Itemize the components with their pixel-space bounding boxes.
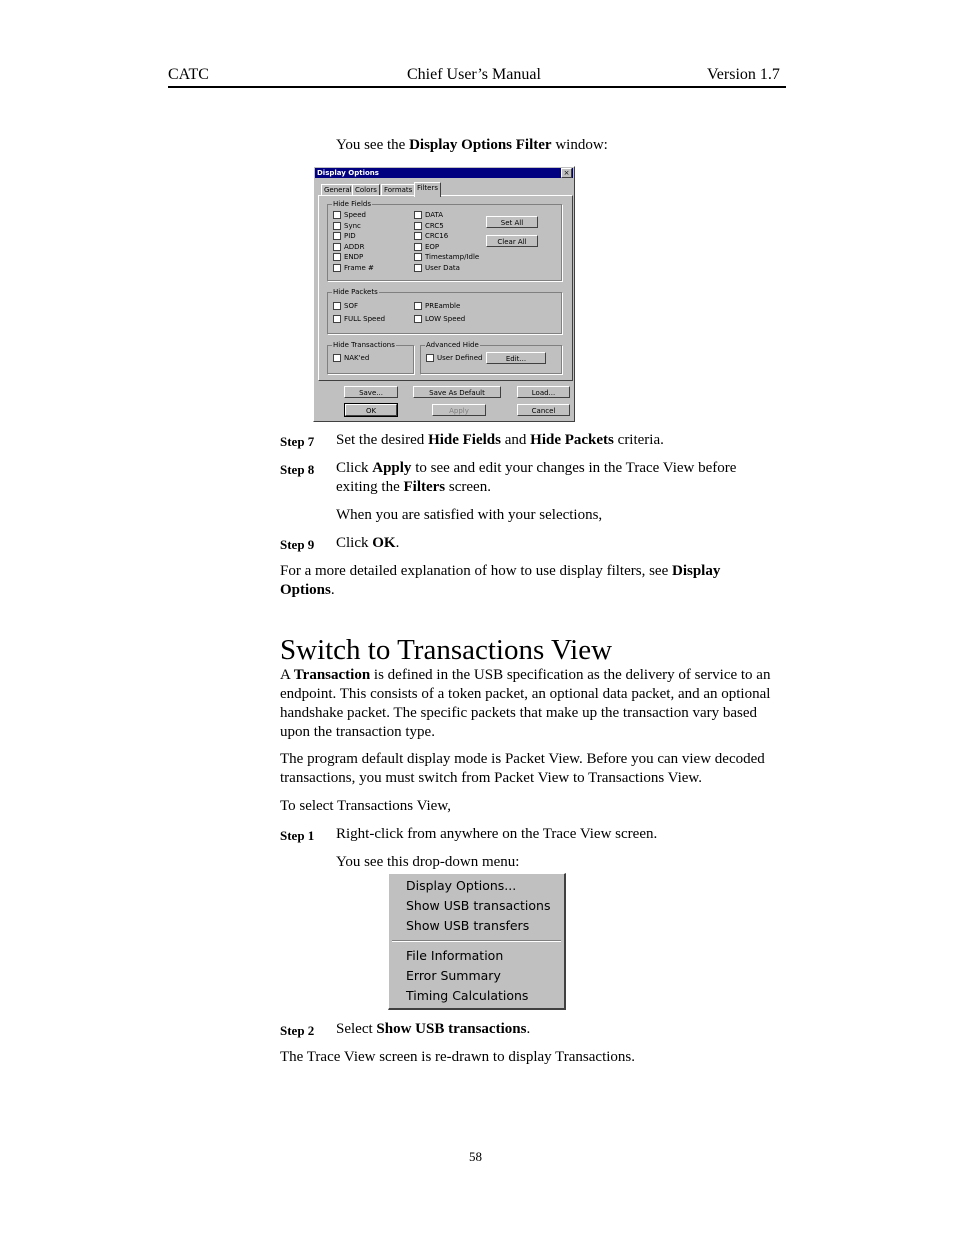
- checkbox-user-defined[interactable]: User Defined: [426, 354, 482, 363]
- ok-button[interactable]: OK: [345, 404, 397, 416]
- checkbox-crc16[interactable]: CRC16: [414, 232, 448, 241]
- checkbox-sync[interactable]: Sync: [333, 222, 361, 231]
- cancel-button[interactable]: Cancel: [517, 404, 570, 416]
- display-options-dialog: [313, 166, 575, 422]
- hide-transactions-label: Hide Transactions: [333, 341, 395, 349]
- step8-label: Step 8: [280, 462, 315, 477]
- header-center: Chief User’s Manual: [407, 66, 541, 83]
- header-right: Version 1.7: [707, 66, 780, 83]
- save-as-default-button[interactable]: Save As Default: [413, 386, 501, 398]
- checkbox-frame[interactable]: Frame #: [333, 264, 374, 273]
- checkbox-crc5[interactable]: CRC5: [414, 222, 444, 231]
- checkbox-user-data[interactable]: User Data: [414, 264, 460, 273]
- step1-label: Step 1: [280, 828, 315, 843]
- checkbox-eop[interactable]: EOP: [414, 243, 439, 252]
- checkbox-preamble[interactable]: PREamble: [414, 302, 460, 311]
- more-info-text: For a more detailed explanation of how to use display filters, see Display Options.: [280, 563, 721, 598]
- header-rule: [168, 86, 786, 88]
- tab-formats[interactable]: Formats: [381, 184, 415, 196]
- checkbox-low-speed[interactable]: LOW Speed: [414, 315, 465, 324]
- checkbox-speed[interactable]: Speed: [333, 211, 366, 220]
- checkbox-pid[interactable]: PID: [333, 232, 356, 241]
- page-number: 58: [469, 1149, 482, 1164]
- tab-filters[interactable]: Filters: [414, 182, 441, 197]
- hide-fields-group: [327, 200, 562, 281]
- hide-packets-group: [327, 288, 562, 334]
- tab-general[interactable]: General: [321, 184, 355, 196]
- save-button[interactable]: Save...: [344, 386, 398, 398]
- step7-label: Step 7: [280, 434, 315, 449]
- menu-item-timing-calculations[interactable]: Timing Calculations: [406, 988, 529, 1003]
- checkbox-sof[interactable]: SOF: [333, 302, 358, 311]
- filters-panel: [318, 195, 573, 381]
- default-mode-paragraph: The program default display mode is Packet View. Before you can view decoded transactions, you must switch from Packet View to Transactions View.: [280, 751, 765, 786]
- checkbox-timestamp-idle[interactable]: Timestamp/Idle: [414, 253, 479, 262]
- final-text: The Trace View screen is re-drawn to display Transactions.: [280, 1049, 636, 1065]
- menu-separator: [392, 940, 561, 942]
- advanced-hide-label: Advanced Hide: [426, 341, 479, 349]
- select-view-text: To select Transactions View,: [280, 798, 451, 814]
- transaction-paragraph: A Transaction is defined in the USB specification as the delivery of service to an endpoint. This consists of a token packet, an optional data packet, and an optional handshake packet. The specific packets that make up the transaction vary based upon the transaction type.: [280, 667, 771, 740]
- checkbox-addr[interactable]: ADDR: [333, 243, 364, 252]
- context-menu: [388, 873, 566, 1010]
- set-all-button[interactable]: Set All: [486, 216, 538, 228]
- dialog-title-bar: Display Options: [315, 168, 573, 178]
- header-left: CATC: [168, 66, 209, 83]
- menu-item-display-options[interactable]: Display Options...: [406, 878, 517, 893]
- load-button[interactable]: Load...: [517, 386, 570, 398]
- menu-item-error-summary[interactable]: Error Summary: [406, 968, 501, 983]
- menu-item-show-usb-transactions[interactable]: Show USB transactions: [406, 898, 551, 913]
- hide-fields-label: Hide Fields: [333, 200, 371, 208]
- step9-text: Click OK.: [336, 535, 400, 551]
- hide-packets-label: Hide Packets: [333, 288, 378, 296]
- section-title: Switch to Transactions View: [280, 634, 613, 666]
- step7-text: Set the desired Hide Fields and Hide Packets criteria.: [336, 432, 664, 448]
- menu-item-file-information[interactable]: File Information: [406, 948, 504, 963]
- tab-colors[interactable]: Colors: [352, 184, 380, 196]
- satisfied-text: When you are satisfied with your selections,: [336, 507, 603, 523]
- step2-label: Step 2: [280, 1023, 315, 1038]
- hide-transactions-group: [327, 341, 414, 374]
- intro-text: You see the Display Options Filter window:: [336, 137, 608, 153]
- clear-all-button[interactable]: Clear All: [486, 235, 538, 247]
- checkbox-data[interactable]: DATA: [414, 211, 443, 220]
- advanced-hide-group: [420, 341, 562, 374]
- step8-text: Click Apply to see and edit your changes in the Trace View before exiting the Filters screen.: [336, 460, 737, 495]
- checkbox-naked[interactable]: NAK'ed: [333, 354, 369, 363]
- step2-text: Select Show USB transactions.: [336, 1021, 531, 1037]
- apply-button[interactable]: Apply: [432, 404, 486, 416]
- checkbox-endp[interactable]: ENDP: [333, 253, 363, 262]
- edit-button[interactable]: Edit...: [486, 352, 546, 364]
- step1-text: Right-click from anywhere on the Trace View screen.: [336, 826, 658, 842]
- menu-item-show-usb-transfers[interactable]: Show USB transfers: [406, 918, 530, 933]
- checkbox-full-speed[interactable]: FULL Speed: [333, 315, 385, 324]
- step9-label: Step 9: [280, 537, 315, 552]
- see-menu-text: You see this drop-down menu:: [336, 854, 520, 870]
- close-icon[interactable]: ×: [561, 168, 572, 178]
